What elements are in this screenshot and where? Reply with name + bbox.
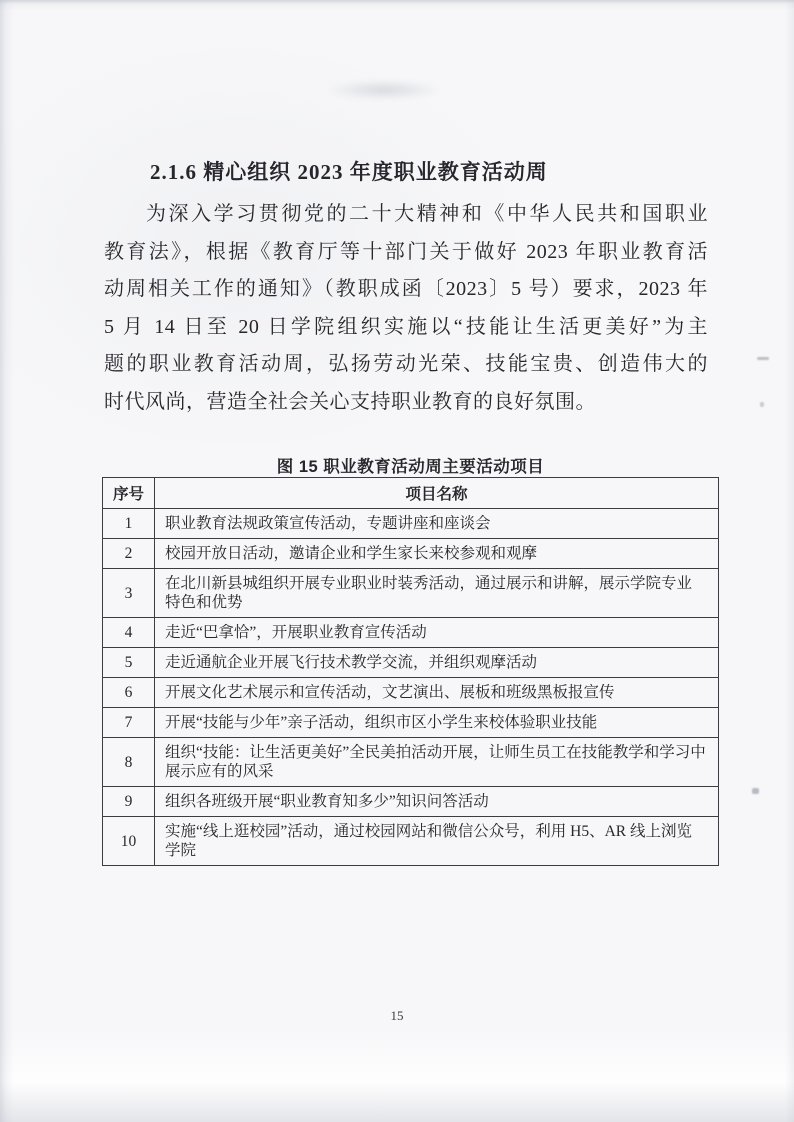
body-paragraph	[104, 196, 708, 421]
table-row	[103, 509, 719, 539]
column-header-no: 序号	[103, 478, 155, 509]
row-no: 2	[103, 539, 155, 569]
row-name: 开展文化艺术展示和宣传活动，文艺演出、展板和班级黑板报宣传	[155, 678, 719, 708]
paragraph-line: 时代风尚，营造全社会关心支持职业教育的良好氛围。	[104, 390, 596, 413]
section-heading: 2.1.6 精心组织 2023 年度职业教育活动周	[150, 160, 548, 184]
scan-speck-artifact	[757, 357, 769, 360]
table-row	[103, 648, 719, 678]
activities-table	[102, 477, 719, 866]
table-row	[103, 817, 719, 866]
scan-smudge-artifact	[325, 80, 443, 100]
scan-speck-artifact	[760, 402, 764, 407]
scan-speck-artifact	[752, 788, 759, 794]
paragraph-line: 动周相关工作的通知》（教职成函〔2023〕5 号）要求，2023 年	[104, 278, 708, 300]
row-no: 5	[103, 648, 155, 678]
row-no: 1	[103, 509, 155, 539]
paragraph-line: 题的职业教育活动周，弘扬劳动光荣、技能宝贵、创造伟大的	[104, 353, 708, 375]
row-no: 3	[103, 569, 155, 618]
row-name: 走近“巴拿恰”，开展职业教育宣传活动	[155, 618, 719, 648]
row-name: 实施“线上逛校园”活动，通过校园网站和微信公众号，利用 H5、AR 线上浏览学院	[155, 817, 719, 866]
table-caption: 图 15 职业教育活动周主要活动项目	[276, 458, 545, 476]
row-no: 6	[103, 678, 155, 708]
row-name: 走近通航企业开展飞行技术教学交流，并组织观摩活动	[155, 648, 719, 678]
table-row	[103, 787, 719, 817]
table-header-row	[103, 478, 719, 509]
row-no: 4	[103, 618, 155, 648]
row-no: 9	[103, 787, 155, 817]
row-no: 7	[103, 708, 155, 738]
table-row	[103, 708, 719, 738]
row-name: 开展“技能与少年”亲子活动，组织市区小学生来校体验职业技能	[155, 708, 719, 738]
row-name: 组织“技能：让生活更美好”全民美拍活动开展，让师生员工在技能教学和学习中展示应有的风采	[155, 738, 719, 787]
paragraph-line: 为深入学习贯彻党的二十大精神和《中华人民共和国职业	[146, 203, 708, 225]
paragraph-line: 教育法》，根据《教育厅等十部门关于做好 2023 年职业教育活	[104, 240, 708, 263]
row-name: 在北川新县城组织开展专业职业时装秀活动，通过展示和讲解，展示学院专业特色和优势	[155, 569, 719, 618]
table-row	[103, 539, 719, 569]
table-row	[103, 618, 719, 648]
table-row	[103, 569, 719, 618]
row-no: 8	[103, 738, 155, 787]
row-name: 职业教育法规政策宣传活动，专题讲座和座谈会	[155, 509, 719, 539]
page-number: 15	[390, 1008, 404, 1023]
row-no: 10	[103, 817, 155, 866]
table-row	[103, 678, 719, 708]
table-row	[103, 738, 719, 787]
column-header-name: 项目名称	[155, 478, 719, 509]
paragraph-line: 5 月 14 日至 20 日学院组织实施以“技能让生活更美好”为主	[104, 315, 708, 338]
row-name: 校园开放日活动，邀请企业和学生家长来校参观和观摩	[155, 539, 719, 569]
row-name: 组织各班级开展“职业教育知多少”知识问答活动	[155, 787, 719, 817]
